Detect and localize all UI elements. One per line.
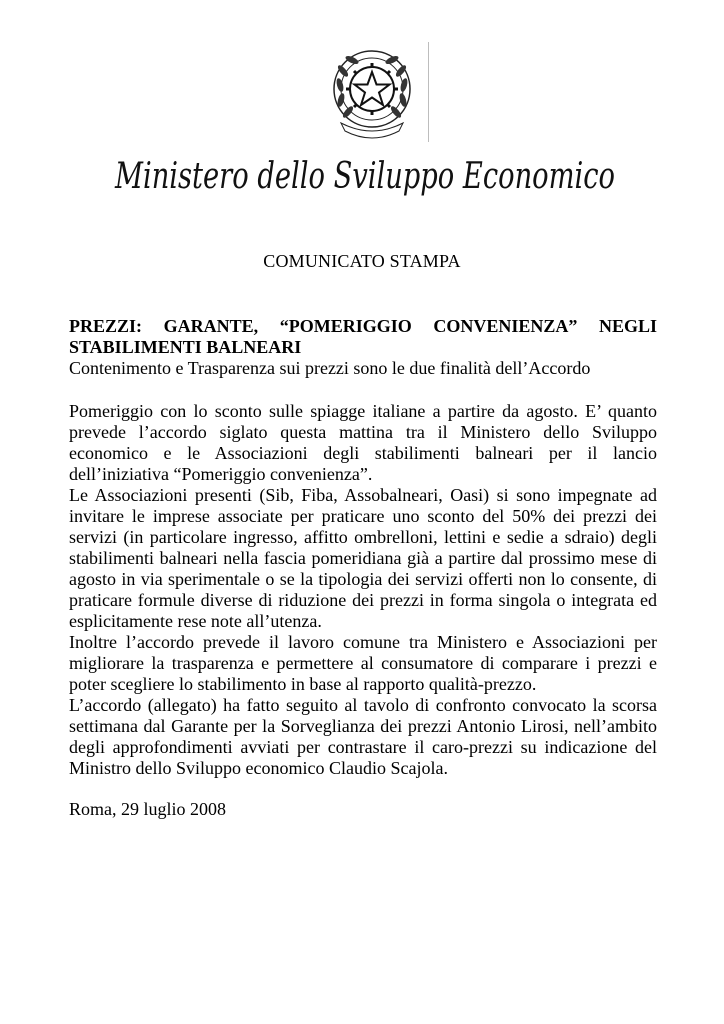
ministry-name bbox=[110, 152, 620, 202]
header-divider bbox=[428, 42, 429, 142]
paragraph: Le Associazioni presenti (Sib, Fiba, Assobalneari, Oasi) si sono impegnate ad invitare le imprese associate per praticare uno sconto del 50% dei prezzi dei servizi (in particolare ingresso, affitto ombrelloni, lettini e sedie a sdraio) degli stabilimenti balneari nella fascia pomeridiana già a partire dal prossimo mese di agosto in via sperimentale o se la tipologia dei servizi offerti non lo consente, di praticare formule diverse di riduzione dei prezzi in forma singola o integrata ed esplicitamente rese note all’utenza. bbox=[69, 485, 657, 631]
paragraph: L’accordo (allegato) ha fatto seguito al tavolo di confronto convocato la scorsa settimana dal Garante per la Sorveglianza dei prezzi Antonio Lirosi, nell’ambito degli approfondimenti avviati per contrastare il caro-prezzi su indicazione del Ministro dello Sviluppo economico Claudio Scajola. bbox=[69, 695, 657, 778]
document-type-label: COMUNICATO STAMPA bbox=[263, 251, 461, 271]
italian-republic-emblem-icon bbox=[327, 45, 417, 140]
paragraph: Pomeriggio con lo sconto sulle spiagge italiane a partire da agosto. E’ quanto prevede l’accordo siglato questa mattina tra il Ministero dello Sviluppo economico e le Associazioni degli stabilimenti balneari per il lancio dell’iniziativa “Pomeriggio convenienza”. bbox=[69, 401, 657, 484]
headline: PREZZI: GARANTE, “POMERIGGIO CONVENIENZA” NEGLI STABILIMENTI BALNEARI bbox=[69, 316, 657, 357]
subtitle: Contenimento e Trasparenza sui prezzi sono le due finalità dell’Accordo bbox=[69, 358, 591, 378]
press-release-content bbox=[69, 316, 657, 820]
ministry-name-text: Ministero dello Sviluppo Economico bbox=[114, 156, 616, 197]
body-text bbox=[69, 401, 657, 779]
paragraph: Inoltre l’accordo prevede il lavoro comune tra Ministero e Associazioni per migliorare la trasparenza e permettere al consumatore di comparare i prezzi e poter scegliere lo stabilimento in base al rapporto qualità-prezzo. bbox=[69, 632, 657, 694]
date-line: Roma, 29 luglio 2008 bbox=[69, 799, 226, 819]
